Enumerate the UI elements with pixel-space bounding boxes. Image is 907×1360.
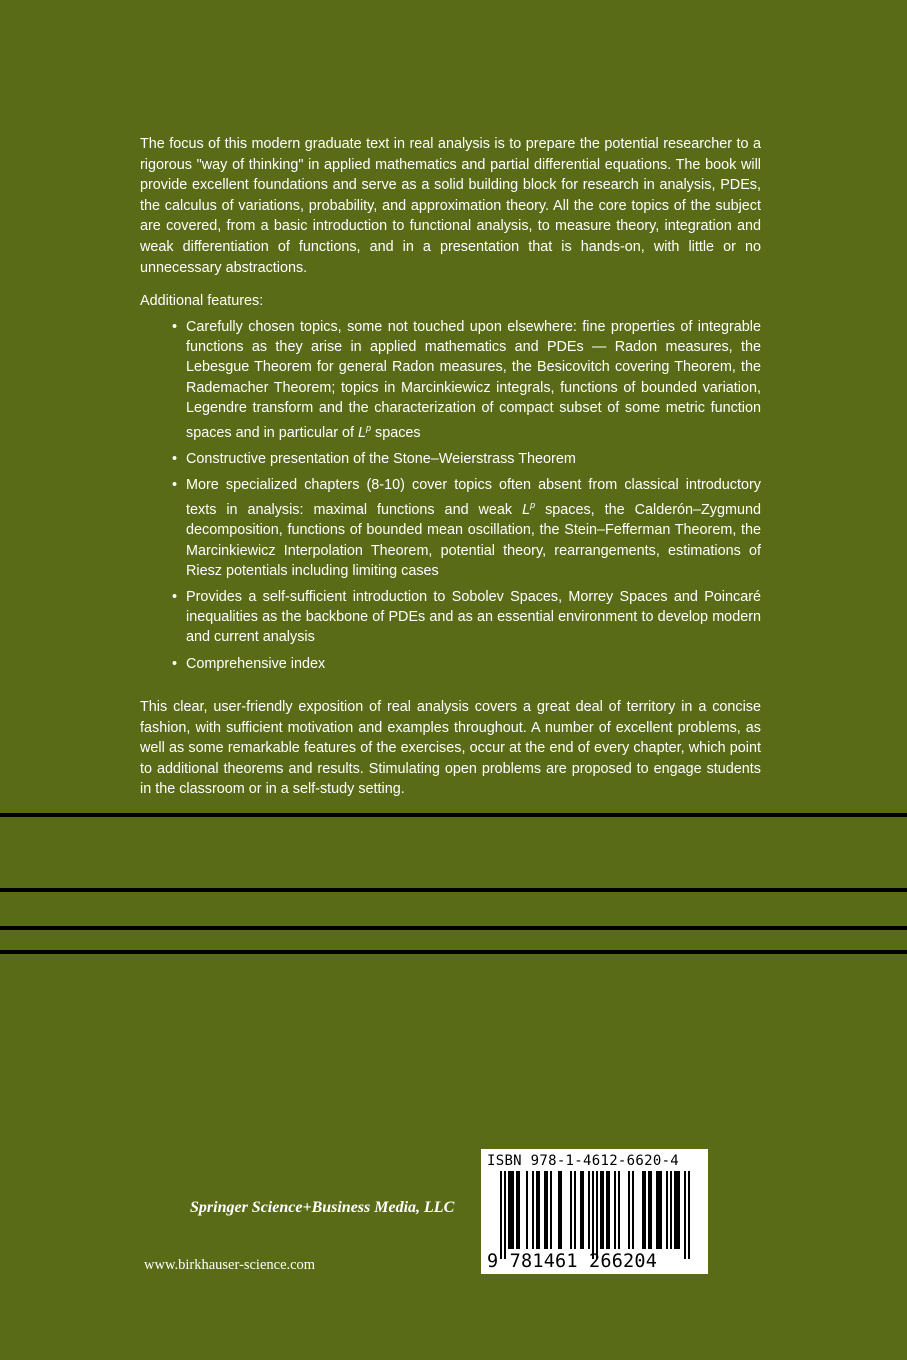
barcode-bar (656, 1171, 658, 1249)
barcode-bar (510, 1171, 512, 1249)
barcode-bar (558, 1171, 560, 1249)
barcode-bar (628, 1171, 630, 1249)
barcode-bar (678, 1171, 680, 1249)
barcode-bar (532, 1171, 534, 1249)
bullet-icon: • (172, 319, 178, 335)
feature-text: Carefully chosen topics, some not touched upon elsewhere: fine properties of integrable functions as they arise in applied mathematics and PDEs — Radon measures, the Lebesgue Theorem for general Radon measures, the Besicovitch covering Theorem, the Rademacher Theorem; topics in Marcinkiewicz integrals, functions of bounded variation, Legendre transform and the characterization of compact subset of some metric function spaces and in particular of (186, 319, 761, 441)
barcode-bar (648, 1171, 650, 1249)
barcode-bar (684, 1171, 686, 1259)
barcode-bar (642, 1171, 644, 1249)
barcode-bar (538, 1171, 540, 1249)
barcode-bar (574, 1171, 576, 1249)
barcode-bar (550, 1171, 552, 1249)
barcode-bar (632, 1171, 634, 1249)
barcode-bar (570, 1171, 572, 1249)
lp-symbol: $L^p$ (358, 423, 372, 441)
barcode-bar (606, 1171, 608, 1249)
divider-rule-1 (0, 813, 907, 817)
divider-rule-2 (0, 888, 907, 892)
barcode-bar (582, 1171, 584, 1249)
barcode-bar (644, 1171, 646, 1249)
barcode-bar (674, 1171, 676, 1249)
barcode-bar (660, 1171, 662, 1249)
barcode-bar (526, 1171, 528, 1249)
divider-rule-4 (0, 950, 907, 954)
barcode-bar (618, 1171, 620, 1249)
barcode-bar (666, 1171, 668, 1249)
barcode-bar (516, 1171, 518, 1249)
feature-item (172, 475, 761, 581)
description-paragraph: The focus of this modern graduate text in real analysis is to prepare the potential researcher to a rigorous "way of thinking" in applied mathematics and partial differential equations. The book will provide excellent foundations and serve as a solid building block for research in analysis, PDEs, the calculus of variations, probability, and approximation theory. All the core topics of the subject are covered, from a basic introduction to functional analysis, to measure theory, integration and weak differentiation of functions, and in a presentation that is hands-on, with little or no unnecessary abstractions. (140, 136, 761, 276)
feature-item (172, 587, 761, 648)
feature-item (172, 317, 761, 443)
isbn-barcode (481, 1149, 708, 1274)
barcode-bar (504, 1171, 506, 1259)
features-list (172, 317, 761, 680)
feature-text-continued: spaces, the Calderón–Zygmund decomposition, functions of bounded mean oscillation, the Stein–Fefferman Theorem, the Marcinkiewicz Interpolation Theorem, potential theory, rearrangements, estimations of Riesz potentials including limiting cases (186, 502, 761, 579)
feature-text: Comprehensive index (186, 655, 326, 672)
barcode-bar (544, 1171, 546, 1249)
barcode-bar (508, 1171, 510, 1249)
barcode-bar (596, 1171, 598, 1259)
barcode-bar (600, 1171, 602, 1249)
bullet-icon: • (172, 477, 178, 494)
barcode-bar (688, 1171, 690, 1259)
barcode-bar (500, 1171, 502, 1259)
barcode-bar (512, 1171, 514, 1249)
bullet-icon: • (172, 589, 178, 606)
feature-text-continued: spaces (371, 424, 421, 441)
barcode-bar (518, 1171, 520, 1249)
barcode-bar (676, 1171, 678, 1249)
isbn-label: ISBN 978-1-4612-6620-4 (487, 1153, 680, 1169)
barcode-bar (670, 1171, 672, 1249)
barcode-bar (588, 1171, 590, 1249)
barcode-bar (602, 1171, 604, 1249)
feature-item (172, 449, 761, 469)
barcode-bar (580, 1171, 582, 1249)
feature-text: More specialized chapters (8-10) cover topics often absent from classical introductory texts in analysis: maximal functions and weak (186, 477, 761, 519)
features-heading: Additional features: (140, 293, 264, 309)
barcode-bar (650, 1171, 652, 1249)
barcode-bar (608, 1171, 610, 1249)
barcode-bar (560, 1171, 562, 1249)
publisher-website: www.birkhauser-science.com (144, 1257, 316, 1273)
barcode-bar (658, 1171, 660, 1249)
feature-text: Constructive presentation of the Stone–Weierstrass Theorem (186, 451, 576, 468)
bullet-icon: • (172, 655, 178, 672)
barcode-bar (614, 1171, 616, 1249)
publisher-name: Springer Science+Business Media, LLC (190, 1199, 455, 1216)
barcode-bar (536, 1171, 538, 1249)
feature-item (172, 654, 761, 674)
barcode-bar (546, 1171, 548, 1249)
lp-symbol: $L^p$ (522, 500, 536, 519)
ean-digits: 9 781461 266204 (487, 1251, 658, 1272)
bullet-icon: • (172, 451, 178, 468)
feature-text: Provides a self-sufficient introduction to Sobolev Spaces, Morrey Spaces and Poincaré inequalities as the backbone of PDEs and as an essential environment to develop modern and current analysis (186, 589, 761, 646)
closing-paragraph: This clear, user-friendly exposition of real analysis covers a great deal of territory in a concise fashion, with sufficient motivation and examples throughout. A number of excellent problems, as well as some remarkable features of the exercises, occur at the end of every chapter, which point to additional theorems and results. Stimulating open problems are proposed to engage students in the classroom or in a self-study setting. (140, 699, 761, 798)
barcode-bar (592, 1171, 594, 1259)
divider-rule-3 (0, 926, 907, 930)
